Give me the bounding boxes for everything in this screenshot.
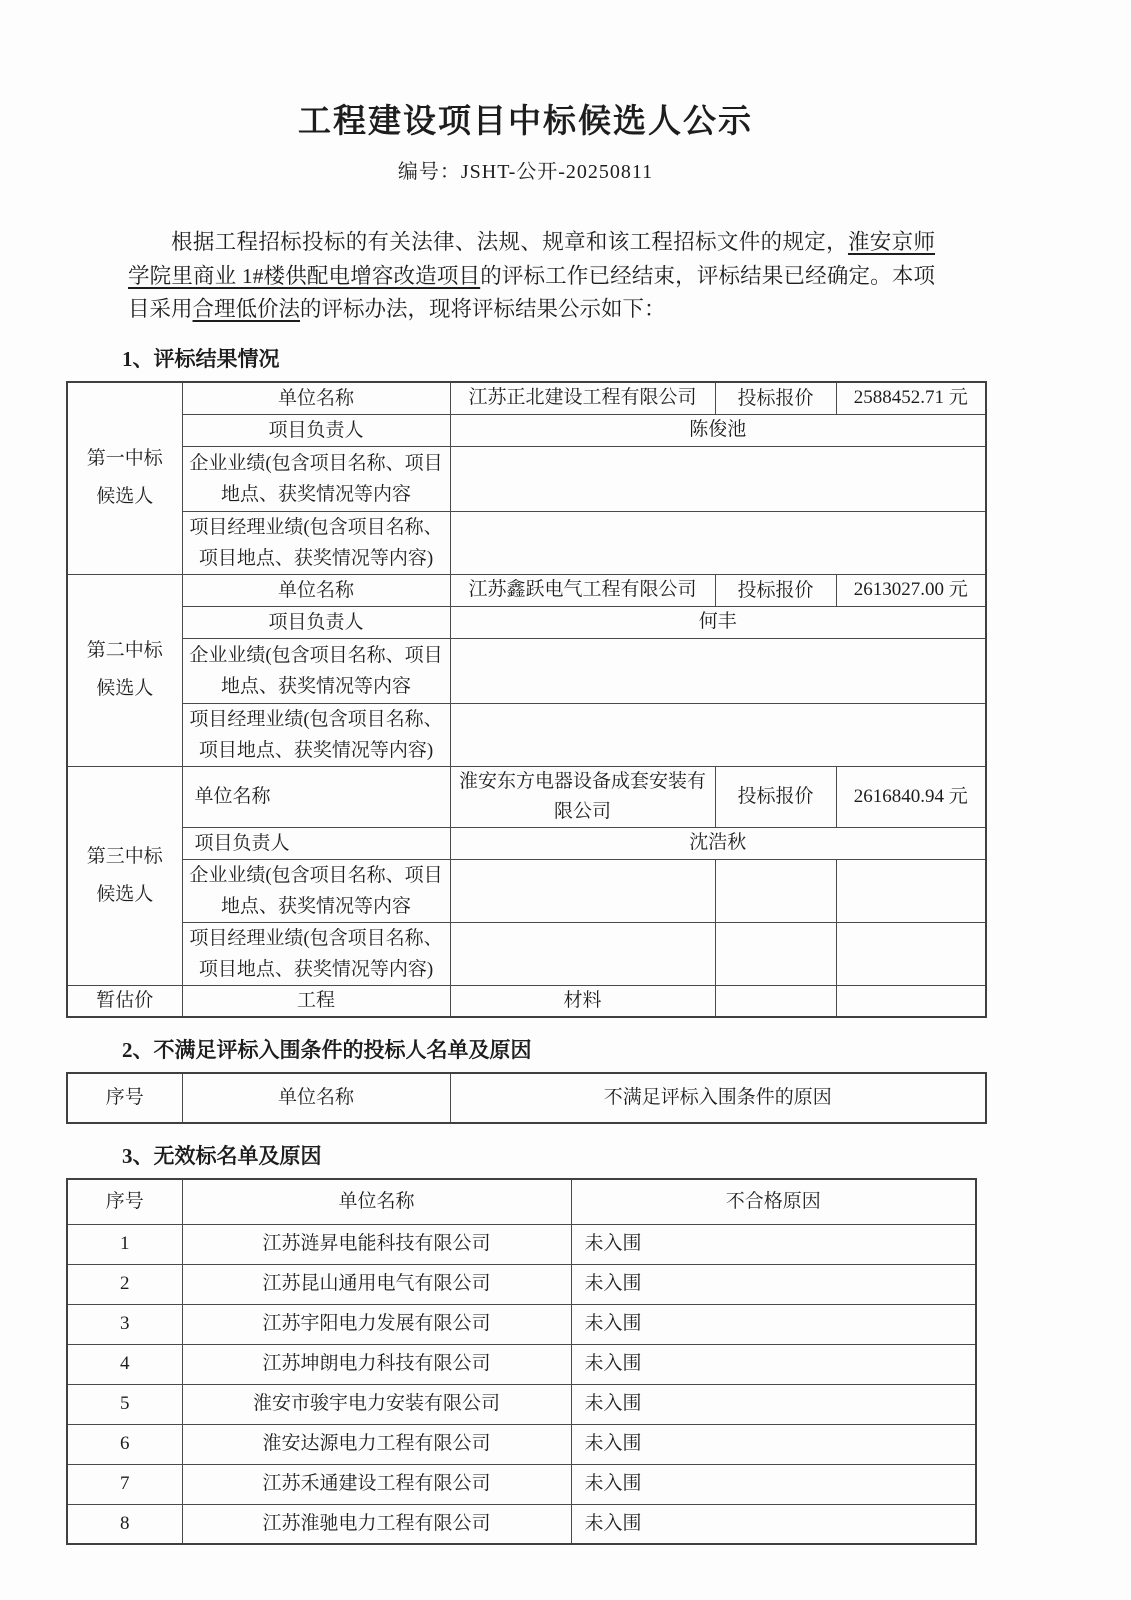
candidate2-unit-name-label: 单位名称 <box>182 574 450 606</box>
table-row <box>67 1304 976 1344</box>
candidate1-unit-name-label: 单位名称 <box>182 382 450 415</box>
candidate3-company-performance-label: 企业业绩(包含项目名称、项目地点、获奖情况等内容 <box>182 859 450 922</box>
row-company: 江苏涟昇电能科技有限公司 <box>182 1224 571 1264</box>
row-reason: 未入围 <box>571 1384 976 1424</box>
row-company: 江苏昆山通用电气有限公司 <box>182 1264 571 1304</box>
candidate3-unit-name-label: 单位名称 <box>182 766 450 827</box>
underlined-evaluation-method: 合理低价法 <box>192 297 301 321</box>
row-no: 7 <box>67 1464 182 1504</box>
empty-cell <box>836 859 986 922</box>
empty-cell <box>836 922 986 985</box>
empty-cell <box>715 859 836 922</box>
underlined-project-name: 淮安京师学院里商业 1#楼供配电增容改造项目 <box>128 230 935 288</box>
candidate1-rank: 第一中标候选人 <box>67 382 182 575</box>
candidate2-manager-performance-label: 项目经理业绩(包含项目名称、项目地点、获奖情况等内容) <box>182 703 450 766</box>
candidate2-company-performance-value <box>450 638 986 703</box>
candidate3-bid-price-value: 2616840.94 元 <box>836 766 986 827</box>
intro-paragraph <box>128 226 935 327</box>
section2-heading: 2、不满足评标入围条件的投标人名单及原因 <box>122 1038 532 1062</box>
candidate2-rank: 第二中标候选人 <box>67 574 182 766</box>
candidate2-leader-value: 何丰 <box>450 606 986 638</box>
candidate2-company-performance-label: 企业业绩(包含项目名称、项目地点、获奖情况等内容 <box>182 638 450 703</box>
candidate2-bid-price-value: 2613027.00 元 <box>836 574 986 606</box>
empty-cell <box>715 922 836 985</box>
row-reason: 未入围 <box>571 1464 976 1504</box>
candidate3-company-performance-value <box>450 859 715 922</box>
candidate1-bid-price-label: 投标报价 <box>715 382 836 415</box>
row-company: 江苏淮驰电力工程有限公司 <box>182 1504 571 1544</box>
document-content <box>66 0 985 1545</box>
intro-segment-2: 的评标工作已经结束，评标结果已经确定。本项目采用 <box>128 263 935 321</box>
table-row <box>67 1264 976 1304</box>
candidate3-bid-price-label: 投标报价 <box>715 766 836 827</box>
row-no: 1 <box>67 1224 182 1264</box>
section2-reason-header: 不满足评标入围条件的原因 <box>450 1073 986 1123</box>
intro-segment-1: 根据工程招标投标的有关法律、法规、规章和该工程招标文件的规定， <box>171 230 848 254</box>
row-company: 江苏禾通建设工程有限公司 <box>182 1464 571 1504</box>
row-company: 淮安达源电力工程有限公司 <box>182 1424 571 1464</box>
row-no: 5 <box>67 1384 182 1424</box>
candidate3-rank: 第三中标候选人 <box>67 766 182 985</box>
candidate1-manager-performance-value <box>450 511 986 574</box>
table-row <box>67 1224 976 1264</box>
estimate-price-label: 暂估价 <box>67 985 182 1017</box>
section3-reason-header: 不合格原因 <box>571 1179 976 1224</box>
candidate1-leader-label: 项目负责人 <box>182 414 450 446</box>
table-row <box>67 1384 976 1424</box>
row-reason: 未入围 <box>571 1264 976 1304</box>
section1-heading: 1、评标结果情况 <box>122 346 280 371</box>
candidate2-leader-label: 项目负责人 <box>182 606 450 638</box>
candidate1-company-performance-value <box>450 446 986 511</box>
row-reason: 未入围 <box>571 1224 976 1264</box>
row-reason: 未入围 <box>571 1344 976 1384</box>
document-number: 编号：JSHT-公开-20250811 <box>397 161 654 183</box>
candidate3-manager-performance-value <box>450 922 715 985</box>
table-row <box>67 1504 976 1544</box>
document-title: 工程建设项目中标候选人公示 <box>298 104 753 140</box>
section2-no-header: 序号 <box>67 1073 182 1123</box>
candidate1-company-performance-label: 企业业绩(包含项目名称、项目地点、获奖情况等内容 <box>182 446 450 511</box>
candidate2-manager-performance-value <box>450 703 986 766</box>
estimate-project-label: 工程 <box>182 985 450 1017</box>
unqualified-bidders-table <box>66 1072 987 1124</box>
table-row <box>67 1464 976 1504</box>
empty-cell <box>836 985 986 1017</box>
intro-segment-3: 的评标办法，现将评标结果公示如下： <box>300 297 666 321</box>
estimate-material-label: 材料 <box>450 985 715 1017</box>
candidate2-company-name: 江苏鑫跃电气工程有限公司 <box>450 574 715 606</box>
row-no: 4 <box>67 1344 182 1384</box>
row-company: 淮安市骏宇电力安装有限公司 <box>182 1384 571 1424</box>
row-reason: 未入围 <box>571 1304 976 1344</box>
candidate3-leader-label: 项目负责人 <box>182 827 450 859</box>
row-no: 2 <box>67 1264 182 1304</box>
candidate3-manager-performance-label: 项目经理业绩(包含项目名称、项目地点、获奖情况等内容) <box>182 922 450 985</box>
section2-unit-header: 单位名称 <box>182 1073 450 1123</box>
table-row <box>67 1344 976 1384</box>
row-company: 江苏宇阳电力发展有限公司 <box>182 1304 571 1344</box>
empty-cell <box>715 985 836 1017</box>
section3-no-header: 序号 <box>67 1179 182 1224</box>
row-company: 江苏坤朗电力科技有限公司 <box>182 1344 571 1384</box>
candidate1-company-name: 江苏正北建设工程有限公司 <box>450 382 715 415</box>
candidate1-leader-value: 陈俊池 <box>450 414 986 446</box>
candidate1-manager-performance-label: 项目经理业绩(包含项目名称、项目地点、获奖情况等内容) <box>182 511 450 574</box>
candidate2-bid-price-label: 投标报价 <box>715 574 836 606</box>
row-no: 3 <box>67 1304 182 1344</box>
row-no: 8 <box>67 1504 182 1544</box>
candidate3-company-name: 淮安东方电器设备成套安装有限公司 <box>450 766 715 827</box>
section3-unit-header: 单位名称 <box>182 1179 571 1224</box>
row-reason: 未入围 <box>571 1424 976 1464</box>
candidate3-leader-value: 沈浩秋 <box>450 827 986 859</box>
invalid-bids-table <box>66 1178 977 1545</box>
evaluation-results-table <box>66 381 987 1019</box>
candidate1-bid-price-value: 2588452.71 元 <box>836 382 986 415</box>
section3-heading: 3、无效标名单及原因 <box>122 1144 322 1168</box>
table-row <box>67 1424 976 1464</box>
row-no: 6 <box>67 1424 182 1464</box>
row-reason: 未入围 <box>571 1504 976 1544</box>
